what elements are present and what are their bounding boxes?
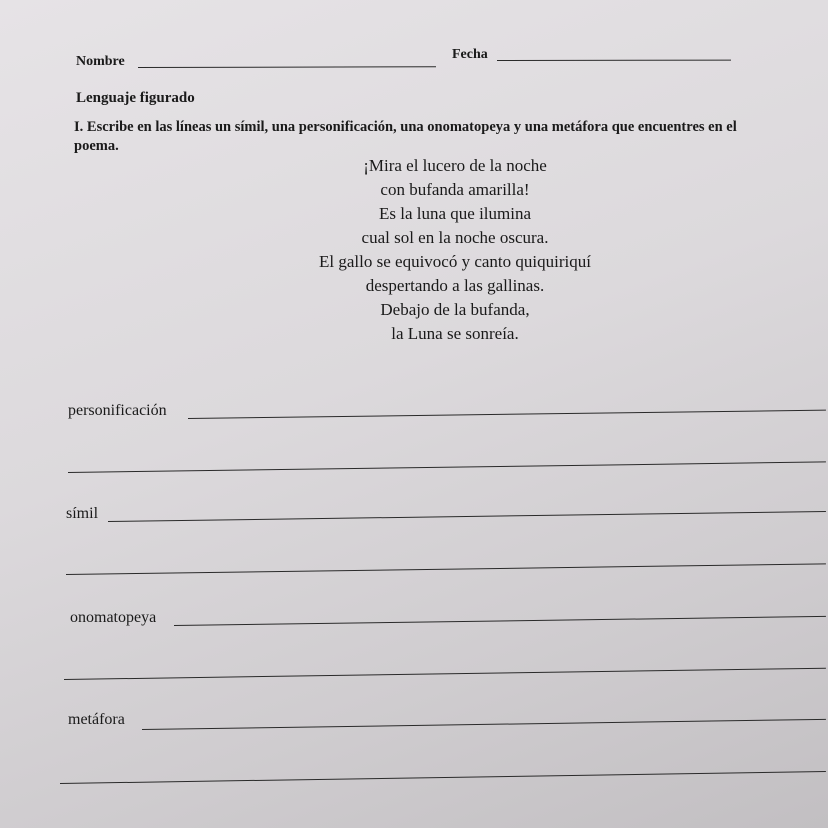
name-label: Nombre	[76, 54, 125, 69]
metaphor-answer-line-2[interactable]	[60, 771, 826, 784]
poem-line: con bufanda amarilla!	[380, 180, 530, 199]
personification-answer-line-1[interactable]	[188, 410, 826, 419]
poem-line: despertando a las gallinas.	[365, 276, 545, 295]
poem-line: cual sol en la noche oscura.	[361, 228, 549, 247]
poem-line: ¡Mira el lucero de la noche	[363, 156, 547, 175]
date-label: Fecha	[452, 47, 488, 62]
poem-line: Debajo de la bufanda,	[380, 300, 530, 319]
date-line[interactable]	[497, 60, 731, 61]
instructions-text: I. Escribe en las líneas un símil, una personificación, una onomatopeya y una metáfora que encuentres en el poema.	[74, 119, 737, 154]
worksheet-title: Lenguaje figurado	[76, 90, 195, 106]
simile-label: símil	[66, 505, 99, 522]
simile-answer-line-1[interactable]	[108, 511, 826, 522]
onomatopoeia-label: onomatopeya	[70, 609, 157, 626]
metaphor-label: metáfora	[68, 711, 125, 728]
simile-answer-line-2[interactable]	[66, 563, 826, 575]
personification-label: personificación	[68, 402, 167, 419]
poem-line: Es la luna que ilumina	[378, 204, 532, 223]
metaphor-answer-line-1[interactable]	[142, 719, 826, 730]
poem	[230, 154, 680, 346]
poem-line: la Luna se sonreía.	[391, 324, 519, 343]
poem-line: El gallo se equivocó y canto quiquiriquí	[319, 252, 591, 271]
onomatopoeia-answer-line-2[interactable]	[64, 668, 826, 680]
onomatopoeia-answer-line-1[interactable]	[174, 616, 826, 626]
name-line[interactable]	[138, 66, 436, 68]
personification-answer-line-2[interactable]	[68, 461, 826, 473]
